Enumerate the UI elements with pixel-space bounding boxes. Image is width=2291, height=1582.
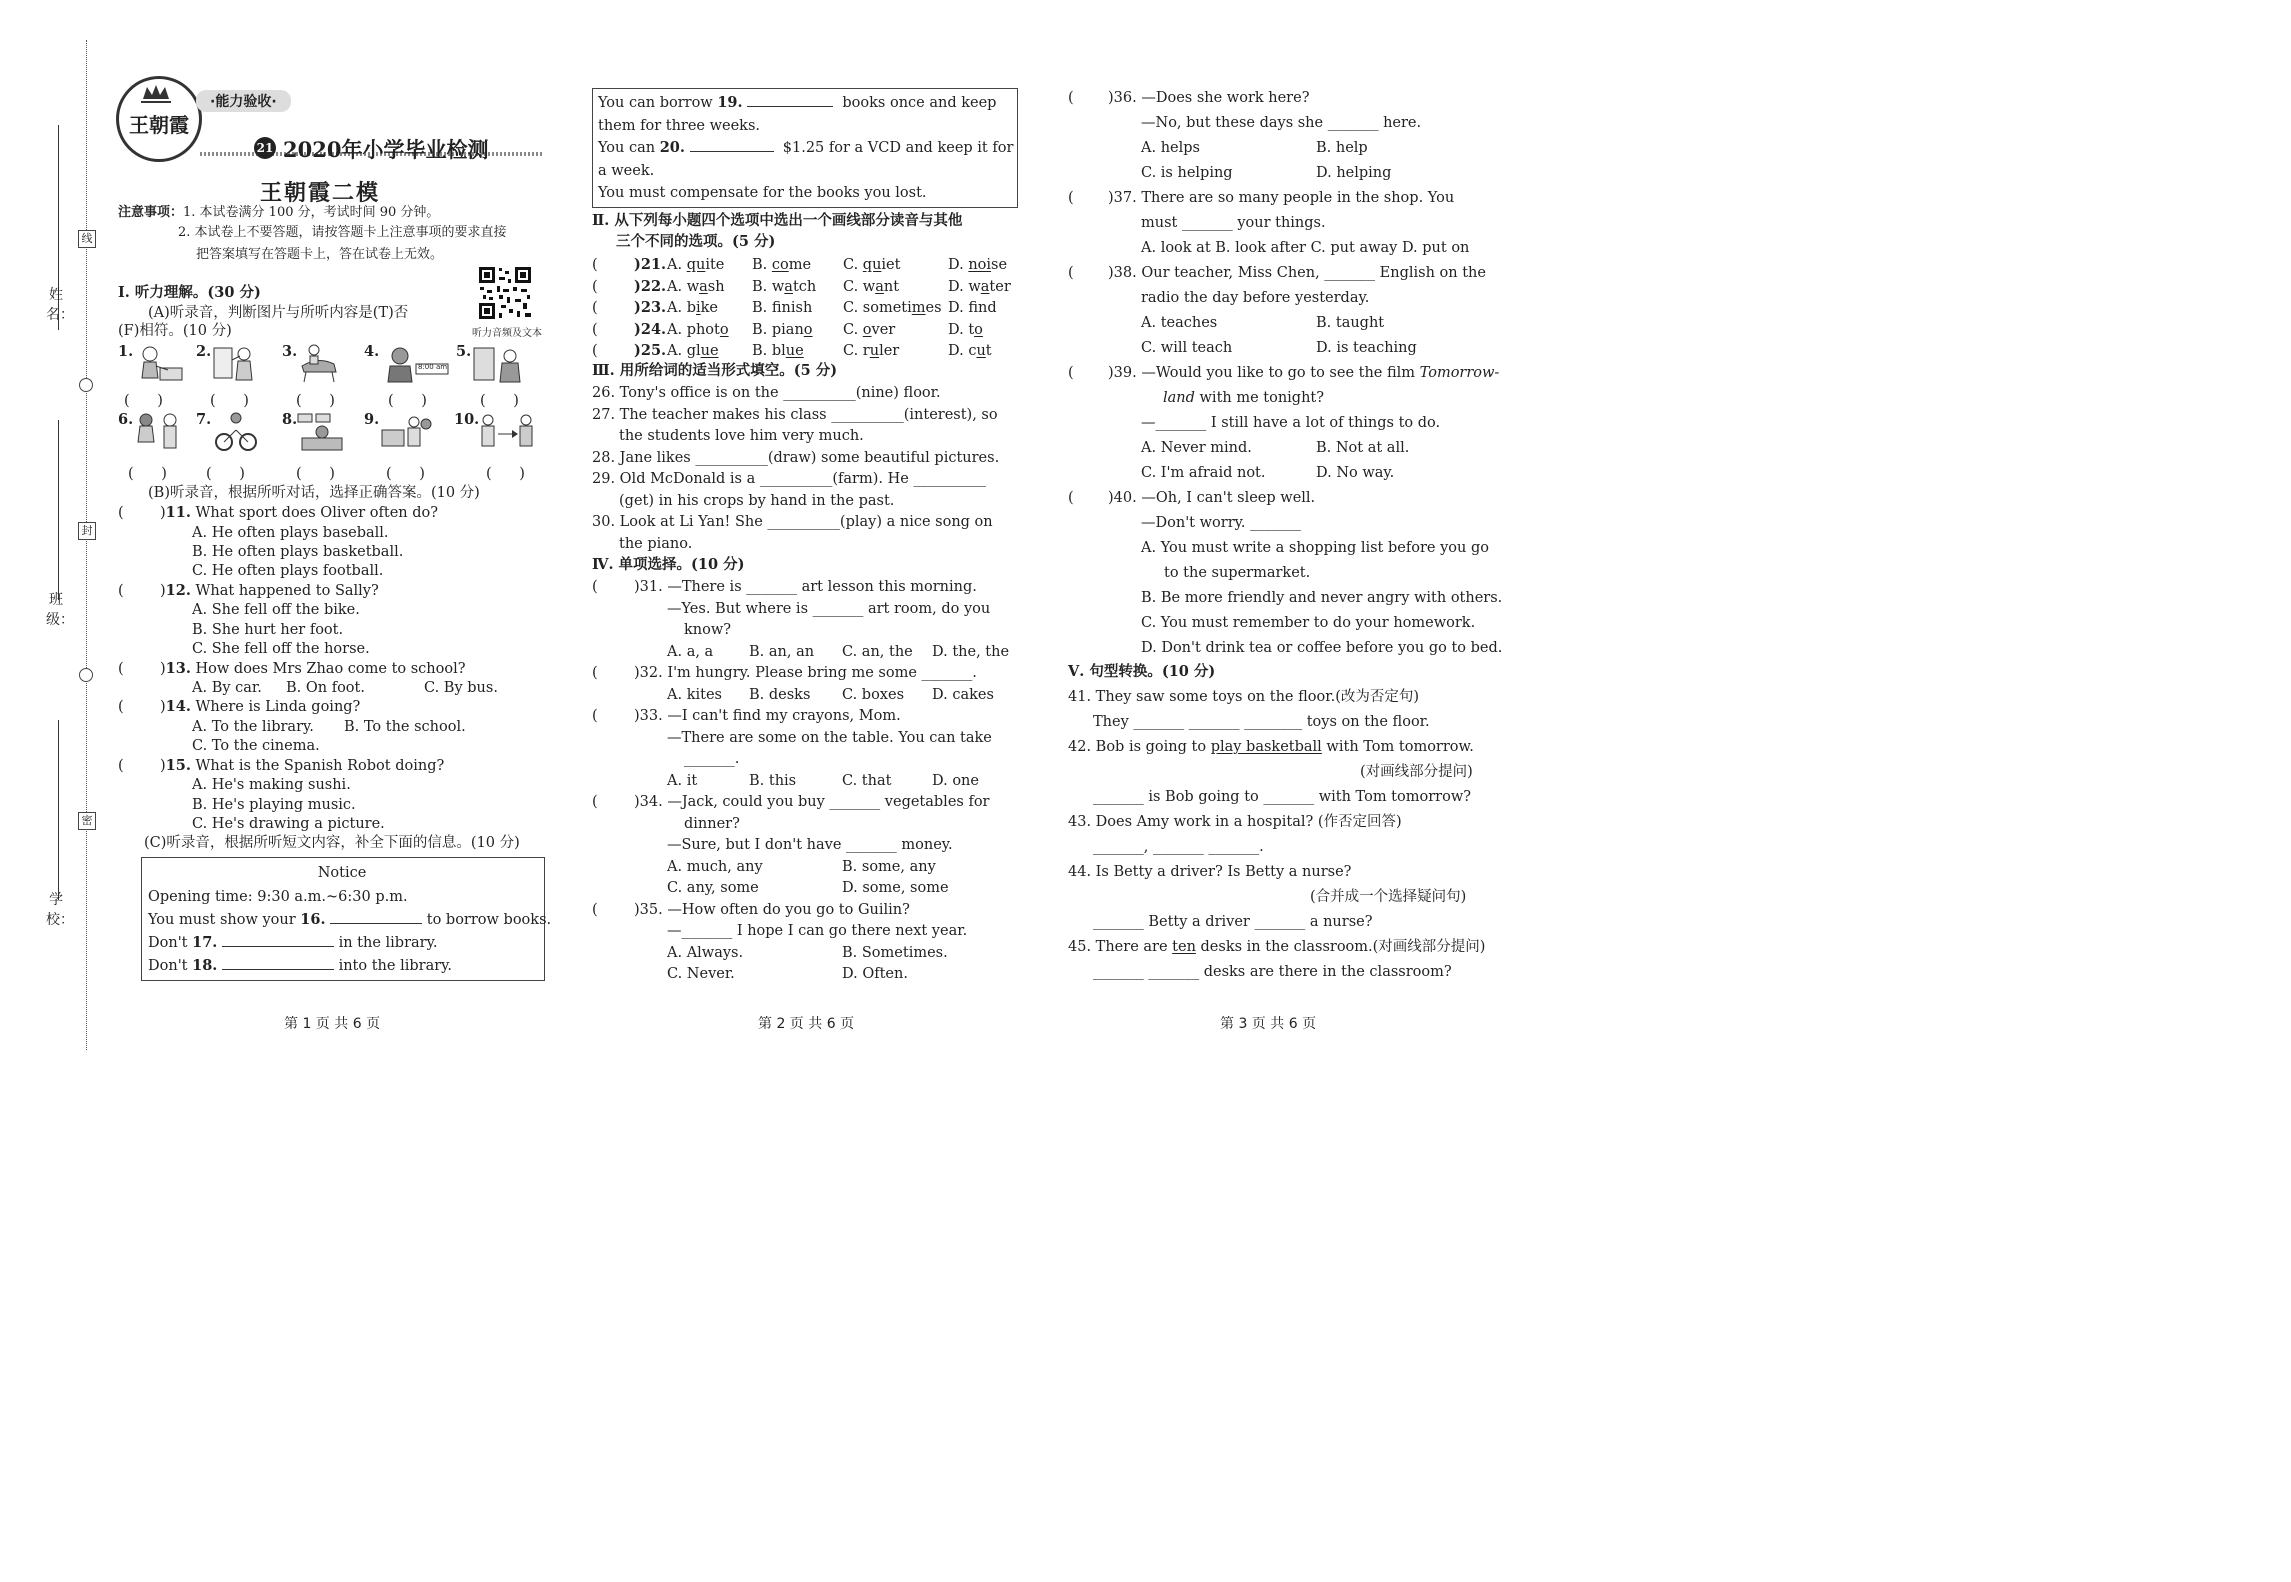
option: C. boxes (842, 687, 905, 703)
underlined-letters: ue (785, 343, 804, 359)
clock-time: 8:00 am (418, 363, 448, 371)
question-36: 36. —Does she work here? (1113, 90, 1310, 106)
question-number: 13. (165, 660, 191, 677)
boy-brushing-picture (210, 344, 262, 380)
option: B. taught (1316, 315, 1385, 331)
answer-bracket: ( (118, 505, 124, 521)
question-34-cont: dinner? (684, 816, 740, 832)
underlined-letters: noi (968, 257, 992, 273)
underlined-letters: co (771, 257, 789, 273)
option: D. No way. (1316, 465, 1395, 481)
notice-text: in the library. (338, 935, 438, 951)
option: B. help (1316, 140, 1368, 156)
question-26: 26. Tony's office is on the __________(nine) floor. (592, 385, 941, 401)
option: D. fnd (948, 300, 997, 316)
option: B. watch (752, 278, 817, 295)
question-42-cont: with Tom tomorrow. (1321, 739, 1474, 755)
option: C. By bus. (424, 680, 498, 696)
film-title: Tomorrow- (1419, 365, 1500, 381)
question-36-cont: —No, but these days she _______ here. (1141, 115, 1422, 131)
question-number: )25. (634, 342, 667, 359)
answer-bracket: ( ) (486, 466, 525, 482)
option: A. much, any (667, 859, 763, 875)
film-title-cont: land (1163, 390, 1195, 406)
school-label: 学 校： (46, 892, 74, 928)
pic-number: 5. (456, 343, 472, 360)
option: C. He often plays football. (192, 563, 384, 579)
answer-bracket: ( ) (128, 466, 167, 482)
question-40-cont: —Don't worry. _______ (1141, 515, 1301, 531)
question-44-answer: _______ Betty a driver _______ a nurse? (1093, 914, 1373, 930)
notice-text: a week. (598, 163, 655, 179)
question-35-cont: —_______ I hope I can go there next year. (667, 923, 968, 939)
option: A. glue (667, 343, 719, 359)
underlined-letters: qu (862, 257, 882, 273)
note-2: 2. 本试卷上不要答题，请按答题卡上注意事项的要求直接 (178, 225, 507, 240)
option: A. She fell off the bike. (192, 602, 360, 618)
note-1: 1. 本试卷满分 100 分，考试时间 90 分钟。 (183, 205, 440, 220)
answer-bracket: ( (1068, 90, 1074, 106)
answer-bracket: ( (118, 699, 124, 715)
answer-blank[interactable] (222, 946, 334, 947)
answer-bracket: ( (592, 300, 598, 316)
pic-number: 1. (118, 343, 134, 360)
answer-bracket: ( (592, 579, 598, 595)
underlined-part: play basketball (1210, 739, 1322, 755)
answer-bracket: ( (1068, 365, 1074, 381)
underlined-part: ten (1172, 939, 1196, 955)
pic-number: 7. (196, 411, 212, 428)
answer-blank[interactable] (690, 151, 774, 152)
crown-icon (141, 83, 171, 103)
option: C. sometimes (843, 300, 942, 316)
answer-bracket: ( (592, 794, 598, 810)
part1-heading: Ⅰ. 听力理解。(30 分) (118, 284, 261, 301)
question-stem: Where is Linda going? (195, 699, 361, 715)
option: A. helps (1141, 140, 1200, 156)
option: A. Always. (667, 945, 744, 961)
option: C. Never. (667, 966, 735, 982)
question-30: 30. Look at Li Yan! She __________(play) a nice song on (592, 514, 993, 530)
part5-heading: Ⅴ. 句型转换。(10 分) (1068, 663, 1216, 680)
answer-blank[interactable] (222, 969, 334, 970)
notice-text: into the library. (338, 958, 453, 974)
underlined-letters: m (911, 300, 926, 316)
page-number-2: 第 2 页 共 6 页 (758, 1016, 855, 1032)
pic-number: 10. (454, 411, 480, 428)
underlined-letters: u (976, 343, 986, 359)
option: A. You must write a shopping list before you go (1141, 540, 1489, 556)
notice-text: You can borrow (598, 95, 713, 111)
option: A. wash (667, 278, 725, 295)
option: B. Sometimes. (842, 945, 948, 961)
blank-number-20: 20. (659, 139, 685, 156)
option: C. quiet (843, 257, 901, 273)
page-number-1: 第 1 页 共 6 页 (284, 1016, 381, 1032)
answer-bracket: ( (1068, 490, 1074, 506)
option: B. On foot. (286, 680, 365, 696)
part1c-instruction: (C)听录音，根据所听短文内容，补全下面的信息。(10 分) (144, 835, 520, 851)
option: A. He often plays baseball. (192, 525, 389, 541)
pic-number: 4. (364, 343, 380, 360)
pic-number: 6. (118, 411, 134, 428)
option-cont: to the supermarket. (1164, 565, 1311, 581)
question-42-answer: _______ is Bob going to _______ with Tom tomorrow? (1093, 789, 1471, 805)
answer-bracket: ( ) (210, 393, 249, 409)
question-38-cont: radio the day before yesterday. (1141, 290, 1370, 306)
option: A. By car. (192, 680, 262, 696)
question-number: )24. (634, 320, 667, 338)
notice-opening-time: Opening time: 9:30 a.m.~6:30 p.m. (148, 889, 408, 905)
option: C. an, the (842, 644, 913, 660)
binding-dotted-line (86, 40, 87, 1050)
notice-text: them for three weeks. (598, 118, 761, 134)
page-number-3: 第 3 页 共 6 页 (1220, 1016, 1317, 1032)
option: B. She hurt her foot. (192, 622, 344, 638)
boy-writing-picture (134, 344, 186, 380)
question-34: 34. —Jack, could you buy _______ vegetables for (639, 794, 990, 810)
answer-bracket: ( ) (124, 393, 163, 409)
option: A. a, a (667, 644, 714, 660)
question-28: 28. Jane likes __________(draw) some beautiful pictures. (592, 450, 1000, 466)
question-39-cont: with me tonight? (1199, 390, 1325, 406)
blank-number-19: 19. (717, 94, 743, 111)
notice-title: Notice (317, 865, 367, 881)
option: A. bike (667, 300, 718, 316)
two-people-arrow-picture (478, 412, 536, 448)
option: C. will teach (1141, 340, 1233, 356)
option: D. water (948, 278, 1011, 295)
question-43-answer: _______, _______ _______. (1093, 839, 1264, 855)
option: B. blue (752, 343, 804, 359)
binding-hole (79, 668, 93, 682)
option: C. ruler (843, 343, 900, 359)
answer-bracket: ( (118, 661, 124, 677)
qr-caption: 听力音频及文本 (472, 328, 542, 339)
question-42-note: (对画线部分提问) (1360, 764, 1473, 780)
notice-text: You can (598, 140, 656, 156)
option: C. over (843, 321, 896, 338)
question-43: 43. Does Amy work in a hospital? (作否定回答) (1068, 814, 1402, 830)
underlined-letters: o (862, 321, 872, 338)
option: D. cakes (932, 687, 994, 703)
question-number: 15. (165, 757, 191, 774)
option: C. To the cinema. (192, 738, 320, 754)
notice-text: Don't (148, 935, 188, 951)
girl-riding-horse-picture (294, 344, 346, 380)
underlined-letters: o (719, 321, 729, 338)
question-number: 12. (165, 582, 191, 599)
option: A. look at B. look after C. put away D. put on (1141, 240, 1470, 256)
question-41-answer: They _______ _______ ________ toys on the floor. (1093, 714, 1430, 730)
option: B. desks (749, 687, 811, 703)
class-label: 班 级： (46, 592, 74, 628)
underlined-letters: o (974, 321, 983, 338)
answer-bracket: ( (592, 278, 598, 295)
option: D. one (932, 773, 979, 789)
underlined-letters: qu (686, 257, 706, 273)
option: C. want (843, 278, 900, 295)
answer-blank[interactable] (330, 923, 422, 924)
part1b-instruction: (B)听录音，根据所听对话，选择正确答案。(10 分) (148, 485, 480, 501)
option: D. helping (1316, 165, 1392, 181)
option: D. is teaching (1316, 340, 1417, 356)
option: C. I'm afraid not. (1141, 465, 1266, 481)
pic-number: 2. (196, 343, 212, 360)
part1a-instruction: (A)听录音，判断图片与所听内容是(T)否 (148, 305, 409, 321)
underlined-letters: i (695, 300, 701, 316)
class-underline (58, 420, 59, 600)
question-stem: What sport does Oliver often do? (195, 505, 439, 521)
test-title: 2020年小学毕业检测 (283, 137, 489, 162)
option: D. Often. (842, 966, 908, 982)
option: C. She fell off the horse. (192, 641, 370, 657)
question-32: 32. I'm hungry. Please bring me some _______. (639, 665, 977, 681)
option: B. Not at all. (1316, 440, 1410, 456)
two-kids-picture (134, 412, 186, 448)
option: C. He's drawing a picture. (192, 816, 385, 832)
question-30-cont: the piano. (619, 536, 693, 552)
question-45-cont: desks in the classroom.(对画线部分提问) (1195, 939, 1486, 955)
option: B. He's playing music. (192, 797, 356, 813)
notice-text: You must show your (148, 912, 296, 928)
question-37-cont: must _______ your things. (1141, 215, 1326, 231)
question-stem: How does Mrs Zhao come to school? (195, 661, 466, 677)
option: A. quite (667, 257, 725, 273)
question-33-cont: _______. (684, 751, 740, 767)
option: B. an, an (749, 644, 815, 660)
answer-bracket: ( ) (296, 466, 335, 482)
question-27-cont: the students love him very much. (619, 428, 864, 444)
underlined-letters: o (803, 321, 813, 338)
question-stem: What is the Spanish Robot doing? (195, 758, 445, 774)
pic-number: 3. (282, 343, 298, 360)
option: D. some, some (842, 880, 949, 896)
answer-bracket: ( (118, 758, 124, 774)
answer-bracket: ( ) (386, 466, 425, 482)
option: B. come (752, 257, 812, 273)
option: D. Don't drink tea or coffee before you go to bed. (1141, 640, 1503, 656)
question-33-cont: —There are some on the table. You can take (667, 730, 992, 746)
blank-number-17: 17. (192, 934, 218, 951)
blank-number-16: 16. (300, 911, 326, 928)
seal-dense-mark: 密 (78, 812, 96, 830)
answer-bracket: ( (118, 583, 124, 599)
school-underline (58, 720, 59, 900)
test-number-badge: 21 (254, 137, 276, 159)
underlined-letters: a (699, 278, 708, 295)
option: A. He's making sushi. (192, 777, 351, 793)
answer-bracket: ( ) (206, 466, 245, 482)
underlined-letters: a (784, 278, 793, 295)
notice-text: $1.25 for a VCD and keep it for (782, 140, 1014, 156)
answer-bracket: ( (1068, 265, 1074, 281)
underlined-letters: a (875, 278, 884, 295)
answer-bracket: ( ) (296, 393, 335, 409)
question-37: 37. There are so many people in the shop. You (1113, 190, 1455, 206)
answer-bracket: ( ) (388, 393, 427, 409)
part2-heading: Ⅱ. 从下列每小题四个选项中选出一个画线部分读音与其他 (592, 212, 963, 229)
answer-bracket: ( (592, 708, 598, 724)
option: A. teaches (1141, 315, 1218, 331)
underlined-letters: u (869, 343, 880, 359)
option: C. You must remember to do your homework. (1141, 615, 1476, 631)
question-31: 31. —There is _______ art lesson this morning. (639, 579, 977, 595)
option: B. fnish (752, 300, 813, 316)
question-number: )23. (634, 299, 667, 316)
answer-bracket: ( ) (480, 393, 519, 409)
option: B. this (749, 773, 797, 789)
question-number: )22. (634, 277, 667, 295)
option: B. some, any (842, 859, 936, 875)
option: B. Be more friendly and never angry with others. (1141, 590, 1503, 606)
name-label: 姓 名： (46, 287, 74, 323)
option: B. To the school. (344, 719, 466, 735)
logo-seal (116, 76, 202, 162)
option: C. is helping (1141, 165, 1233, 181)
notice-text: You must compensate for the books you lost. (598, 185, 927, 201)
pic-number: 8. (282, 411, 298, 428)
option: D. cut (948, 343, 992, 359)
question-stem: What happened to Sally? (195, 583, 379, 599)
logo-text: 王朝霞 (129, 113, 189, 137)
shop-picture (296, 412, 348, 448)
notice-text: books once and keep (842, 95, 997, 111)
question-number: )21. (634, 256, 667, 273)
blank-number-18: 18. (192, 957, 218, 974)
pic-number: 9. (364, 411, 380, 428)
answer-bracket: ( (592, 665, 598, 681)
option: D. to (948, 321, 983, 338)
question-33: 33. —I can't find my crayons, Mom. (639, 708, 901, 724)
seal-line-mark: 线 (78, 230, 96, 248)
man-door-picture (472, 344, 524, 380)
option: A. it (667, 773, 698, 789)
question-42: 42. Bob is going to (1068, 739, 1211, 755)
question-29: 29. Old McDonald is a __________(farm). He __________ (592, 471, 986, 487)
option: A. kites (667, 687, 722, 703)
option: B. piano (752, 321, 813, 338)
question-35: 35. —How often do you go to Guilin? (639, 902, 910, 918)
banner-label: ·能力验收· (196, 90, 291, 112)
woman-clock-picture (386, 344, 452, 380)
answer-bracket: ( (592, 343, 598, 359)
kids-table-picture (380, 412, 432, 448)
question-31-cont: —Yes. But where is _______ art room, do you (667, 601, 991, 617)
answer-bracket: ( (592, 257, 598, 273)
option: B. He often plays basketball. (192, 544, 404, 560)
note-2-cont: 把答案填写在答题卡上，答在试卷上无效。 (196, 247, 444, 262)
answer-bracket: ( (592, 902, 598, 918)
option: A. To the library. (192, 719, 314, 735)
question-38: 38. Our teacher, Miss Chen, _______ English on the (1113, 265, 1486, 281)
question-45-answer: _______ _______ desks are there in the classroom? (1093, 964, 1452, 980)
exam-subtitle: 王朝霞二模 (260, 180, 381, 206)
question-44-note: (合并成一个选择疑问句) (1310, 889, 1467, 905)
notes-label: 注意事项： (118, 205, 184, 220)
question-number: 11. (165, 504, 191, 521)
part2-heading-cont: 三个不同的选项。(5 分) (616, 233, 776, 250)
seal-seal-mark: 封 (78, 522, 96, 540)
question-44: 44. Is Betty a driver? Is Betty a nurse? (1068, 864, 1352, 880)
question-34-cont: —Sure, but I don't have _______ money. (667, 837, 953, 853)
option: A. photo (667, 321, 729, 338)
option: C. any, some (667, 880, 759, 896)
question-39-cont: —_______ I still have a lot of things to do. (1141, 415, 1441, 431)
question-39: 39. —Would you like to go to see the film (1113, 365, 1416, 381)
notice-text: to borrow books. (426, 912, 552, 928)
binding-hole (79, 378, 93, 392)
answer-bracket: ( (1068, 190, 1074, 206)
option: C. that (842, 773, 892, 789)
part4-heading: Ⅳ. 单项选择。(10 分) (592, 556, 745, 573)
question-27: 27. The teacher makes his class __________(interest), so (592, 407, 998, 423)
boy-bike-picture (210, 412, 262, 448)
question-41: 41. They saw some toys on the floor.(改为否定句) (1068, 689, 1420, 705)
notice-text: Don't (148, 958, 188, 974)
underlined-letters: ue (700, 343, 719, 359)
answer-bracket: ( (592, 321, 598, 338)
underlined-letters: a (980, 278, 990, 295)
question-31-cont: know? (684, 622, 732, 638)
option: D. the, the (932, 644, 1010, 660)
option: A. Never mind. (1141, 440, 1252, 456)
option: D. noise (948, 257, 1008, 273)
question-number: 14. (165, 698, 191, 715)
part1a-instruction-cont: (F)相符。(10 分) (118, 323, 232, 339)
question-45: 45. There are (1068, 939, 1173, 955)
question-40: 40. —Oh, I can't sleep well. (1113, 490, 1316, 506)
question-29-cont: (get) in his crops by hand in the past. (619, 493, 895, 509)
answer-blank[interactable] (747, 106, 833, 107)
part3-heading: Ⅲ. 用所给词的适当形式填空。(5 分) (592, 362, 838, 379)
qr-code (477, 265, 533, 321)
